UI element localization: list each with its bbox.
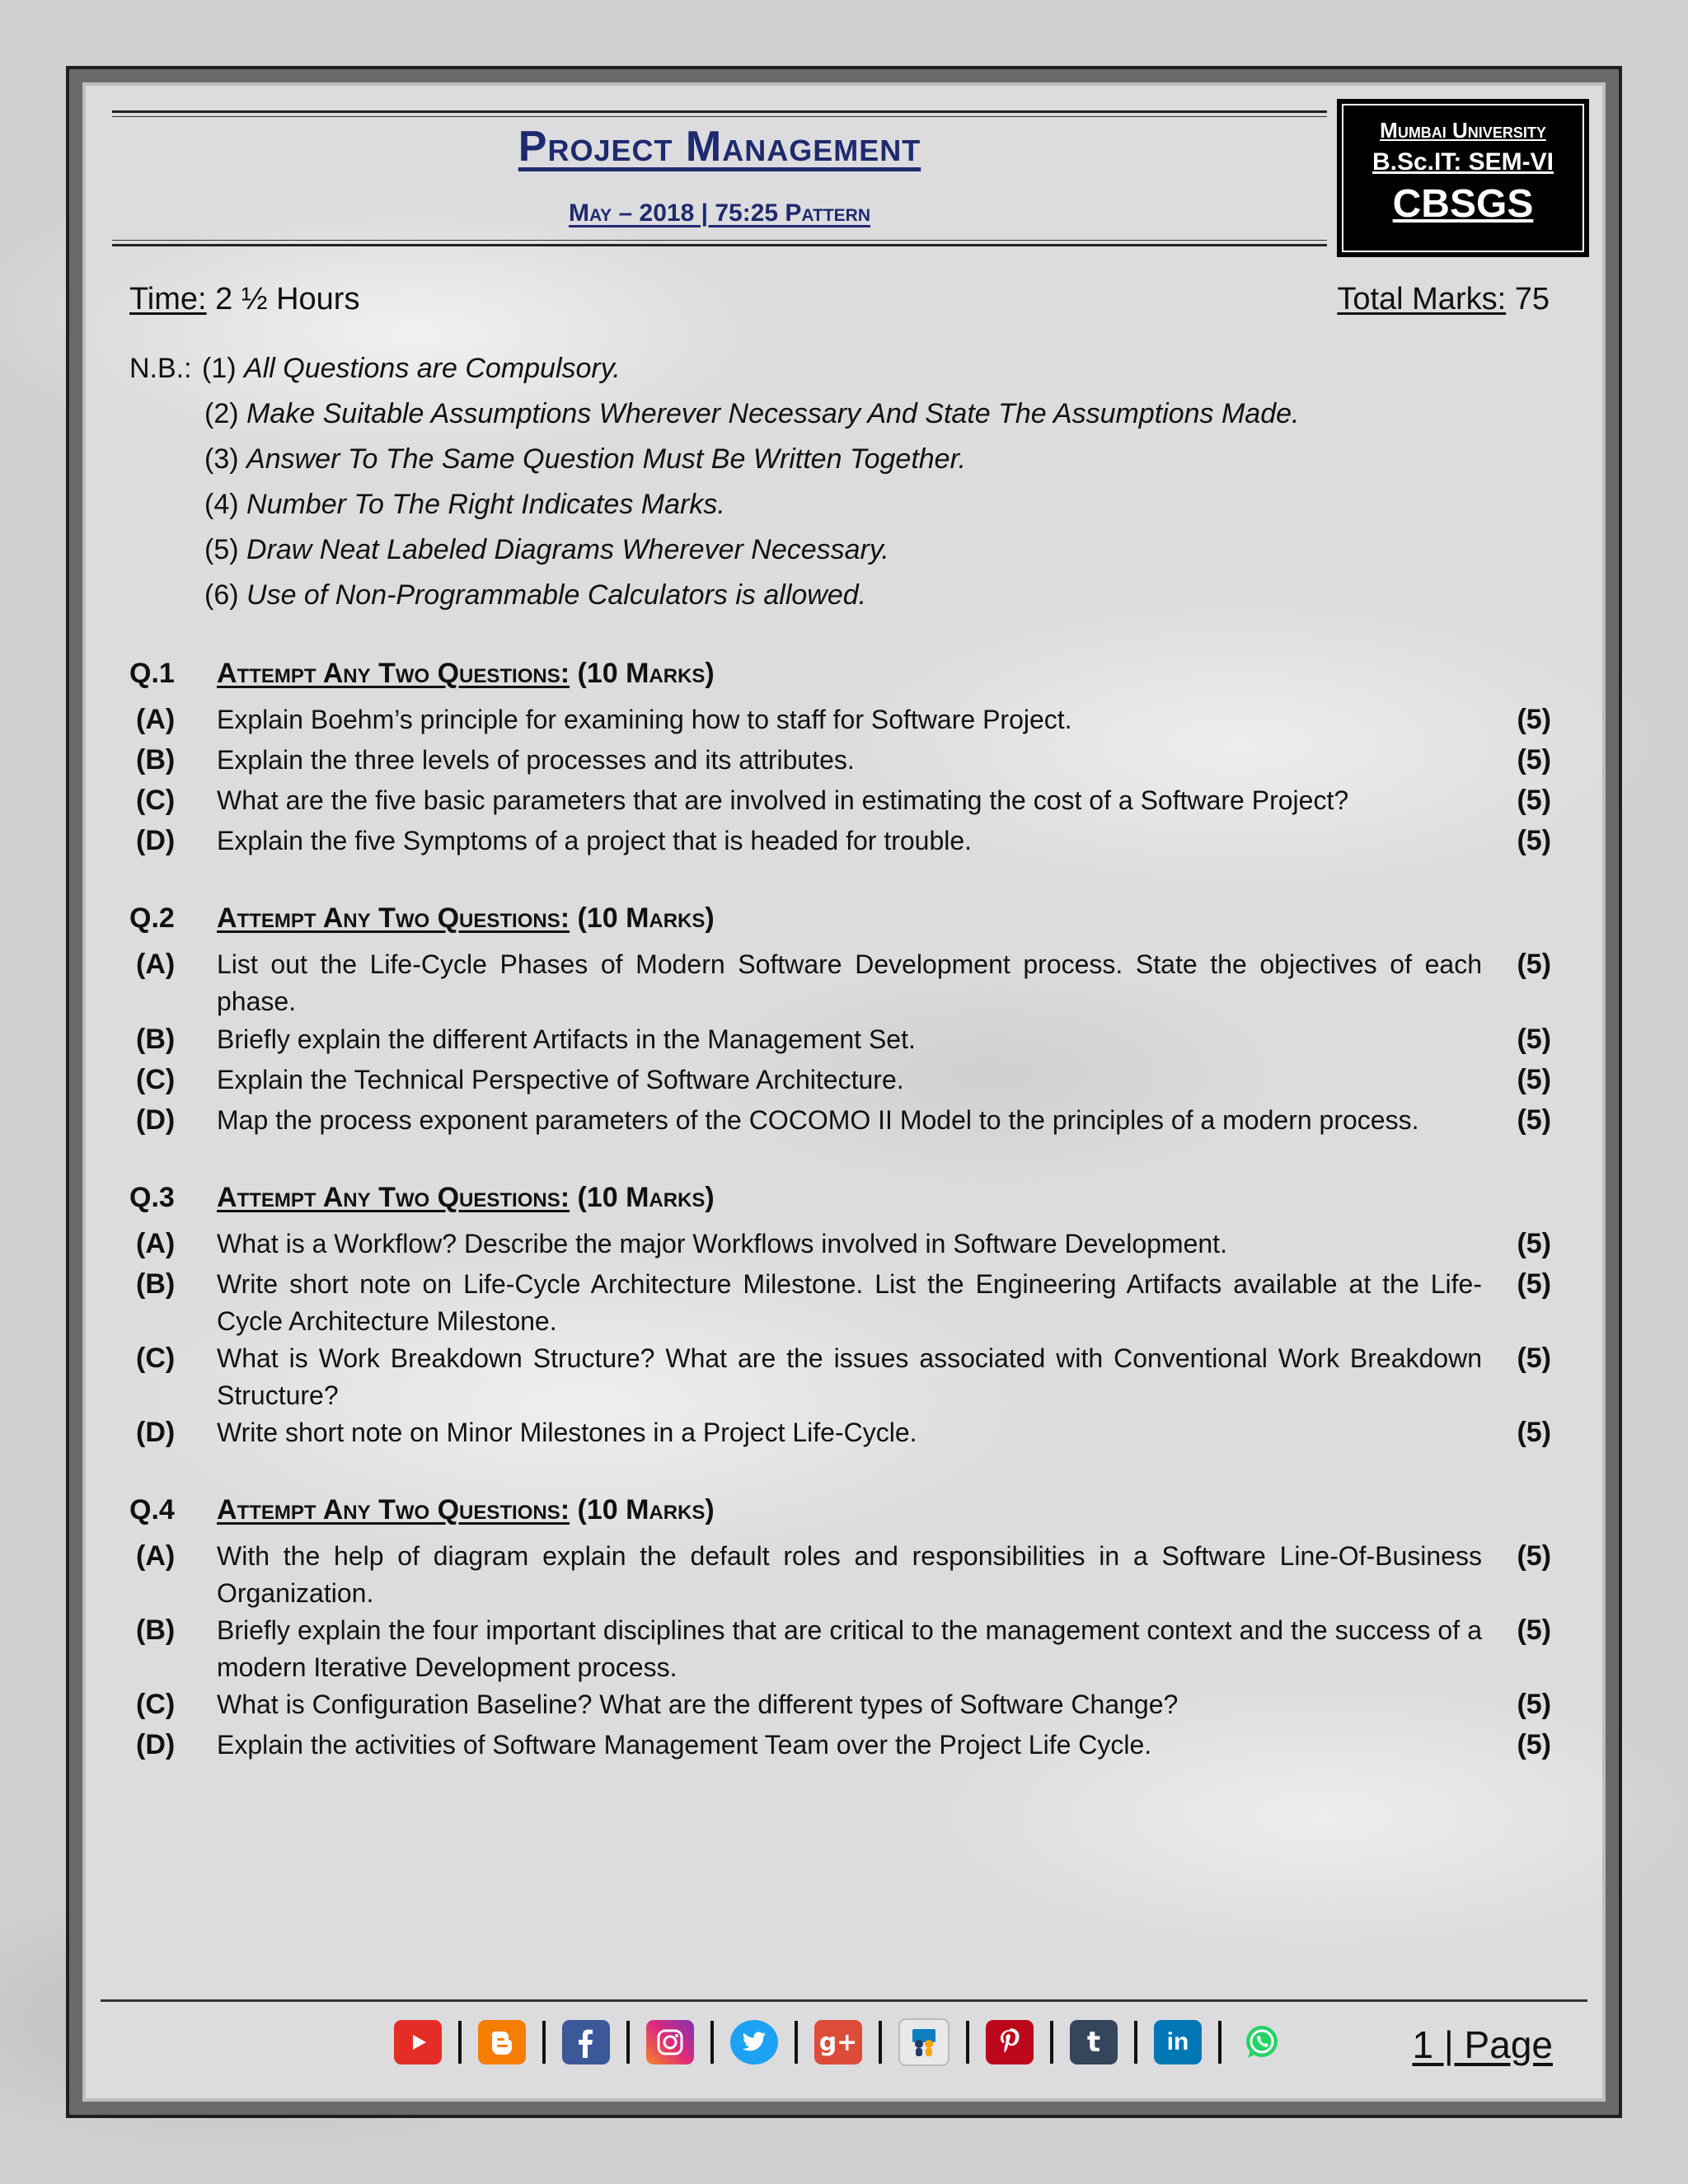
social-icons-bar xyxy=(394,2018,1286,2067)
question-label: (D) xyxy=(136,825,176,856)
question-text: Write short note on Life-Cycle Architecture Milestone. List the Engineering Artifacts available at the Life-Cycle Architecture Milestone. xyxy=(217,1269,1482,1336)
facebook-icon[interactable] xyxy=(562,2020,610,2064)
icon-separator xyxy=(1218,2021,1221,2064)
question-label: (D) xyxy=(136,1417,176,1448)
note-item xyxy=(204,579,866,612)
question-label: (A) xyxy=(136,704,176,735)
section-marks: (10 Marks) xyxy=(577,902,715,934)
question-text: With the help of diagram explain the default roles and responsibilities in a Software Line-Of-Business Organization. xyxy=(217,1541,1482,1608)
slideshare-icon[interactable] xyxy=(898,2018,950,2066)
note-text: Number To The Right Indicates Marks. xyxy=(246,489,725,520)
icon-separator xyxy=(626,2021,630,2064)
blogger-icon[interactable] xyxy=(478,2020,526,2064)
question-label: (A) xyxy=(136,1228,176,1259)
question-marks: (5) xyxy=(1517,1343,1551,1374)
pinterest-icon[interactable] xyxy=(986,2020,1034,2064)
exam-time xyxy=(129,282,359,317)
question-marks: (5) xyxy=(1517,1064,1551,1095)
question-label: (A) xyxy=(136,949,176,980)
icon-separator xyxy=(1050,2021,1053,2064)
question-text: Map the process exponent parameters of the COCOMO II Model to the principles of a modern process. xyxy=(217,1105,1419,1135)
question-text: Explain the five Symptoms of a project that is headed for trouble. xyxy=(217,826,973,855)
question-label: (B) xyxy=(136,1268,176,1300)
icon-separator xyxy=(966,2021,969,2064)
page-title: Project Management xyxy=(518,123,921,171)
section-heading-q4 xyxy=(129,1494,715,1526)
google-plus-icon[interactable]: g+ xyxy=(814,2020,862,2064)
note-item xyxy=(204,534,889,566)
question-marks: (5) xyxy=(1517,744,1551,776)
section-title: Attempt Any Two Questions: xyxy=(217,658,570,689)
note-item xyxy=(204,489,725,521)
question-marks: (5) xyxy=(1517,704,1551,735)
note-number: (1) xyxy=(202,353,237,384)
question-label: (B) xyxy=(136,744,176,776)
section-number: Q.2 xyxy=(129,902,175,934)
icon-separator xyxy=(879,2021,882,2064)
whatsapp-icon[interactable] xyxy=(1238,2020,1286,2064)
question-label: (D) xyxy=(136,1729,176,1760)
note-item xyxy=(204,398,1299,430)
header-rule-top xyxy=(112,110,1327,113)
question-label: (C) xyxy=(136,1064,176,1095)
header-rule-bottom xyxy=(112,244,1327,246)
header-rule-top-thin xyxy=(112,116,1327,117)
note-item xyxy=(204,443,966,476)
question-text: Explain Boehm’s principle for examining how to staff for Software Project. xyxy=(217,705,1072,734)
note-text: All Questions are Compulsory. xyxy=(244,353,621,384)
notes-label: N.B.: xyxy=(129,353,192,384)
question-marks: (5) xyxy=(1517,949,1551,980)
note-text: Draw Neat Labeled Diagrams Wherever Necessary. xyxy=(246,534,889,565)
question-marks: (5) xyxy=(1517,1268,1551,1300)
exam-total-marks xyxy=(1337,282,1550,317)
section-title: Attempt Any Two Questions: xyxy=(217,1182,570,1213)
note-number: (6) xyxy=(204,579,239,611)
question-marks: (5) xyxy=(1517,1024,1551,1055)
section-marks: (10 Marks) xyxy=(577,658,715,689)
question-text: Explain the activities of Software Management Team over the Project Life Cycle. xyxy=(217,1730,1152,1760)
question-text: Briefly explain the different Artifacts in the Management Set. xyxy=(217,1024,916,1054)
note-text: Make Suitable Assumptions Wherever Necessary And State The Assumptions Made. xyxy=(246,398,1300,429)
section-title: Attempt Any Two Questions: xyxy=(217,1494,570,1526)
time-label: Time: xyxy=(129,282,207,316)
question-marks: (5) xyxy=(1517,1104,1551,1136)
question-text: Explain the three levels of processes and its attributes. xyxy=(217,745,855,775)
icon-separator xyxy=(542,2021,546,2064)
tumblr-icon[interactable]: t xyxy=(1070,2020,1118,2064)
note-number: (3) xyxy=(204,443,239,475)
question-text: What are the five basic parameters that are involved in estimating the cost of a Software Project? xyxy=(217,785,1349,815)
question-label: (D) xyxy=(136,1104,176,1136)
footer-rule xyxy=(101,1999,1587,2002)
page-number: 1 | Page xyxy=(1412,2023,1553,2066)
section-number: Q.4 xyxy=(129,1494,175,1526)
section-marks: (10 Marks) xyxy=(577,1494,715,1526)
section-number: Q.3 xyxy=(129,1182,175,1213)
icon-separator xyxy=(1134,2021,1137,2064)
marks-label: Total Marks: xyxy=(1337,282,1507,316)
question-label: (C) xyxy=(136,1689,176,1720)
question-text: Briefly explain the four important disciplines that are critical to the management context and the success of a modern Iterative Development process. xyxy=(217,1615,1482,1682)
section-heading-q3 xyxy=(129,1182,715,1214)
question-label: (C) xyxy=(136,785,176,816)
header-rule-bottom-thin xyxy=(112,240,1327,241)
question-text: What is Configuration Baseline? What are the different types of Software Change? xyxy=(217,1690,1179,1719)
question-text: What is a Workflow? Describe the major Workflows involved in Software Development. xyxy=(217,1229,1227,1258)
note-number: (2) xyxy=(204,398,239,429)
question-label: (B) xyxy=(136,1024,176,1055)
badge-scheme: CBSGS xyxy=(1392,182,1534,226)
section-marks: (10 Marks) xyxy=(577,1182,715,1213)
question-text: List out the Life-Cycle Phases of Modern Software Development process. State the objectives of each phase. xyxy=(217,949,1482,1016)
question-marks: (5) xyxy=(1517,1228,1551,1259)
question-label: (B) xyxy=(136,1615,176,1646)
youtube-icon[interactable] xyxy=(394,2020,442,2064)
question-marks: (5) xyxy=(1517,825,1551,856)
badge-course: B.Sc.IT: SEM-VI xyxy=(1372,148,1554,176)
question-marks: (5) xyxy=(1517,1729,1551,1760)
question-text: What is Work Breakdown Structure? What are the issues associated with Conventional Work Breakdown Structure? xyxy=(217,1343,1482,1410)
question-label: (A) xyxy=(136,1540,176,1572)
question-marks: (5) xyxy=(1517,1615,1551,1646)
icon-separator xyxy=(458,2021,462,2064)
question-text: Explain the Technical Perspective of Software Architecture. xyxy=(217,1065,904,1094)
question-marks: (5) xyxy=(1517,1417,1551,1448)
note-number: (4) xyxy=(204,489,239,520)
question-marks: (5) xyxy=(1517,1689,1551,1720)
note-text: Answer To The Same Question Must Be Written Together. xyxy=(246,443,967,475)
badge-university: Mumbai University xyxy=(1380,118,1546,143)
section-number: Q.1 xyxy=(129,658,175,689)
icon-separator xyxy=(795,2021,798,2064)
section-heading-q1 xyxy=(129,658,715,690)
marks-value: 75 xyxy=(1514,282,1550,316)
note-item xyxy=(202,353,621,385)
question-marks: (5) xyxy=(1517,1540,1551,1572)
instagram-icon[interactable] xyxy=(646,2020,694,2064)
question-text: Write short note on Minor Milestones in a Project Life-Cycle. xyxy=(217,1418,917,1447)
linkedin-icon[interactable]: in xyxy=(1154,2020,1202,2064)
twitter-icon[interactable] xyxy=(730,2020,778,2064)
time-value: 2 ½ Hours xyxy=(215,282,360,316)
page-subtitle: May – 2018 | 75:25 Pattern xyxy=(568,199,871,227)
section-title: Attempt Any Two Questions: xyxy=(217,902,570,934)
icon-separator xyxy=(710,2021,714,2064)
note-text: Use of Non-Programmable Calculators is allowed. xyxy=(246,579,867,611)
question-marks: (5) xyxy=(1517,785,1551,816)
question-label: (C) xyxy=(136,1343,176,1374)
note-number: (5) xyxy=(204,534,239,565)
university-badge xyxy=(1337,99,1589,257)
section-heading-q2 xyxy=(129,902,715,935)
